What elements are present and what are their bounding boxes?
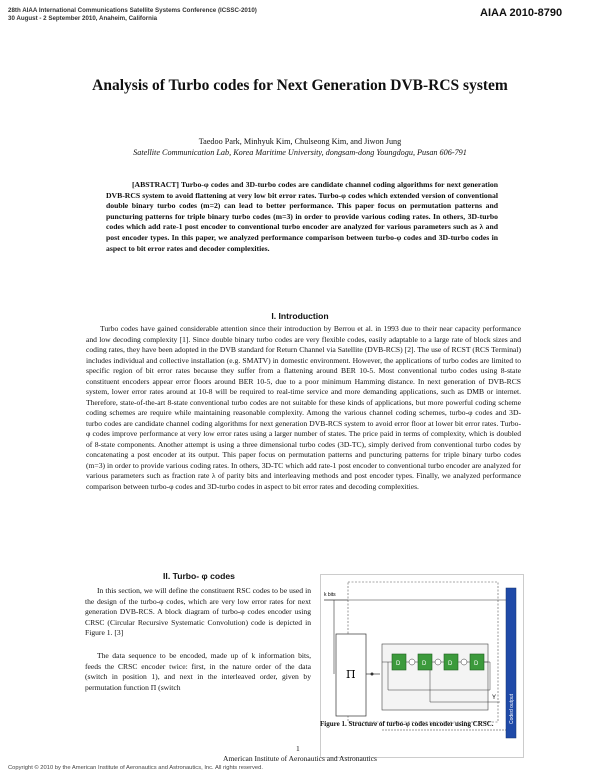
parity-label: Y bbox=[492, 695, 497, 701]
register-2-label: D bbox=[422, 661, 427, 667]
conference-line-2: 30 August - 2 September 2010, Anaheim, California bbox=[8, 15, 158, 22]
figure-1-caption: Figure 1. Structure of turbo-φ codes encoder using CRSC. bbox=[320, 720, 494, 728]
section-heading-turbo-phi: II. Turbo- φ codes bbox=[163, 571, 235, 581]
copyright-notice: Copyright © 2010 by the American Institute of Aeronautics and Astronautics, Inc. All rights reserved. bbox=[8, 765, 263, 771]
interleaver-symbol: Π bbox=[346, 668, 356, 681]
section2-paragraph-1: In this section, we will define the constituent RSC codes to be used in the design of the turbo-φ codes, which are very low error rates for next generation DVB-RCS. A block diagram of turbo-φ codes encoder using CRSC (Circular Recursive Systematic Convolution) code is depicted in Figure 1. [3] bbox=[85, 586, 311, 637]
paper-title: Analysis of Turbo codes for Next Generation DVB-RCS system bbox=[92, 77, 508, 94]
paper-id: AIAA 2010-8790 bbox=[480, 7, 563, 19]
xor-node-3 bbox=[461, 659, 467, 665]
switch-node bbox=[371, 673, 374, 676]
xor-node-2 bbox=[435, 659, 441, 665]
page-number-display: 1 bbox=[296, 744, 300, 753]
publisher-name: American Institute of Aeronautics and Astronautics bbox=[223, 754, 377, 763]
register-4-label: D bbox=[474, 661, 479, 667]
authors: Taedoo Park, Minhyuk Kim, Chulseong Kim, and Jiwon Jung bbox=[198, 137, 402, 146]
output-bar-label: Coded output bbox=[509, 693, 515, 724]
section2-paragraph-2: The data sequence to be encoded, made up of k information bits, feeds the CRSC encoder twice: first, in the nature order of the data (switch in position 1), and next in the interleaved order, given by permutation function Π (switch bbox=[85, 651, 311, 692]
register-1-label: D bbox=[396, 661, 401, 667]
turbo-phi-encoder-diagram bbox=[320, 574, 524, 758]
abstract: [ABSTRACT] Turbo-φ codes and 3D-turbo codes are candidate channel coding algorithms for next generation DVB-RCS system to avoid flattening at very low bit error rates. Turbo-φ codes which extended version of conventional double binary turbo codes (m=2) can lead to better performance. This paper focus on permutation patterns and puncturing patterns for triple binary turbo codes (m=3) in order to provide various coding rates. In others, 3D-turbo codes which add rate-1 post encoder to conventional turbo encoder are analyzed for various parameters such as λ and post encoder types. In this paper, we analyzed performance comparison between turbo-φ codes and 3D-turbo codes in aspect to bit error rates and decoder complexities. bbox=[106, 180, 498, 253]
input-label: k bits bbox=[324, 592, 336, 598]
introduction-text: Turbo codes have gained considerable attention since their introduction by Berrou et al. in 1993 due to their near capacity performance and low decoding complexity [1]. Since double binary turbo codes are very flexible codes, easily adaptable to a large rate of block sizes and coding rates, they have been adopted in the DVB standard for Return Channel via Satellite (DVB-RCS) [2]. The use of RCST (RCS Terminal) includes individual and collective installation (e.g. SMATV) in domestic environment. However, the applications of turbo codes are limited to specific region of bit error rates because they suffer from a flattening around BER 10-5. Most conventional turbo codes using 8-state constituent encoders appear error floors around BER 10-5, due to a poor minimum Hamming distance. In next generation of DVB-RCS system, lower error rates around at 10-8 will be required to real-time service and more demanding applications, such as DMB or internet. Therefore, state-of-the-art 8-state conventional turbo codes are not suitable for these kinds of applications, but more powerful coding scheme coding schemes are require while maintaining reasonable complexity. Among the various channel coding schemes, turbo-φ codes and 3D-turbo codes are candidate channel coding algorithms for next generation DVB-RCS system to avoid error floor at lower bit error rates. Turbo-φ codes improve performance at very low error rates using a larger number of states. The price paid in terms of complexity, which is doubled of 8-state components. Another attempt is using a three dimensional turbo codes (3D-TC), simply derived from conventional turbo codes by concatenating a post encoder at its output. This paper focus on permutation patterns and puncturing patterns for triple binary turbo codes (m=3) in order to provide various coding rates. In others, 3D-TC which add rate-1 post encoder to conventional turbo encoder are analyzed for various parameters such as fraction rate λ of parity bits and interleaving methods and post encoder types. Finally, we analyzed performance comparison between turbo-φ codes and 3D-turbo codes in aspect to bit error rates and decoding complexities. bbox=[86, 324, 521, 491]
conference-header bbox=[8, 7, 257, 23]
register-3-label: D bbox=[448, 661, 453, 667]
section-heading-introduction: I. Introduction bbox=[271, 311, 329, 321]
publisher-footer bbox=[0, 754, 600, 763]
affiliation: Satellite Communication Lab, Korea Maritime University, dongsam-dong Youngdogu, Pusan 606-791 bbox=[133, 148, 467, 157]
conference-line-1: 28th AIAA International Communications Satellite Systems Conference (ICSSC-2010) bbox=[8, 7, 257, 14]
xor-node-1 bbox=[409, 659, 415, 665]
